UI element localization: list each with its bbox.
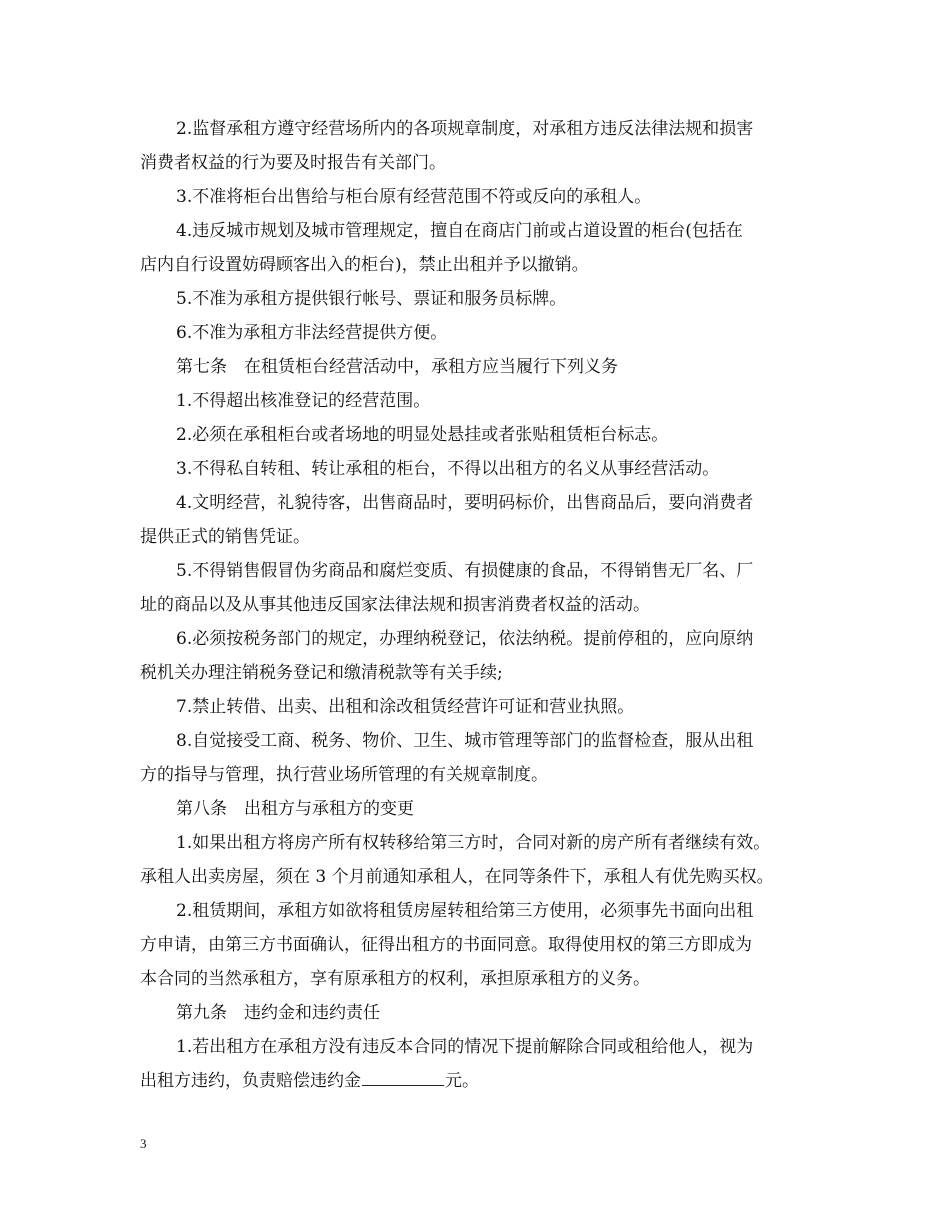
penalty-text: 出租方违约，负责赔偿违约金	[140, 1071, 361, 1091]
amount-blank-field	[362, 1067, 444, 1086]
text-line: 2.租赁期间，承租方如欲将租赁房屋转租给第三方使用，必须事先书面向出租	[176, 901, 754, 921]
text-line: 2.监督承租方遵守经营场所内的各项规章制度，对承租方违反法律法规和损害	[176, 119, 754, 139]
text-line: 3.不准将柜台出售给与柜台原有经营范围不符或反向的承租人。	[176, 187, 652, 207]
text-line: 第九条 违约金和违约责任	[176, 1003, 380, 1023]
text-line: 方申请，由第三方书面确认，征得出租方的书面同意。取得使用权的第三方即成为	[140, 935, 752, 955]
text-line: 方的指导与管理，执行营业场所管理的有关规章制度。	[140, 765, 548, 785]
text-line: 4.违反城市规划及城市管理规定，擅自在商店门前或占道设置的柜台(包括在	[176, 221, 743, 241]
text-line: 8.自觉接受工商、税务、物价、卫生、城市管理等部门的监督检查，服从出租	[176, 731, 754, 751]
text-line: 本合同的当然承租方，享有原承租方的权利，承担原承租方的义务。	[140, 969, 650, 989]
text-line: 第七条 在租赁柜台经营活动中，承租方应当履行下列义务	[176, 357, 618, 377]
text-line: 5.不得销售假冒伪劣商品和腐烂变质、有损健康的食品，不得销售无厂名、厂	[176, 561, 754, 581]
text-line: 1.如果出租方将房产所有权转移给第三方时，合同对新的房产所有者继续有效。	[176, 833, 771, 853]
text-line: 1.不得超出核准登记的经营范围。	[176, 391, 431, 411]
text-line: 7.禁止转借、出卖、出租和涂改租赁经营许可证和营业执照。	[176, 697, 635, 717]
text-line: 承租人出卖房屋，须在 3 个月前通知承租人，在同等条件下，承租人有优先购买权。	[140, 867, 774, 887]
text-line: 第八条 出租方与承租方的变更	[176, 799, 414, 819]
text-line-penalty	[140, 1064, 830, 1098]
text-line: 6.必须按税务部门的规定，办理纳税登记，依法纳税。提前停租的，应向原纳	[176, 629, 754, 649]
text-line: 提供正式的销售凭证。	[140, 527, 310, 547]
text-line: 店内自行设置妨碍顾客出入的柜台)，禁止出租并予以撤销。	[140, 255, 589, 275]
text-line: 4.文明经营，礼貌待客，出售商品时，要明码标价，出售商品后，要向消费者	[176, 493, 754, 513]
text-line: 3.不得私自转租、转让承租的柜台，不得以出租方的名义从事经营活动。	[176, 459, 720, 479]
penalty-unit: 元。	[445, 1071, 479, 1091]
text-line: 址的商品以及从事其他违反国家法律法规和损害消费者权益的活动。	[140, 595, 650, 615]
page-number: 3	[140, 1136, 147, 1151]
text-line: 税机关办理注销税务登记和缴清税款等有关手续;	[140, 663, 503, 683]
text-line: 1.若出租方在承租方没有违反本合同的情况下提前解除合同或租给他人，视为	[176, 1037, 754, 1057]
text-line: 2.必须在承租柜台或者场地的明显处悬挂或者张贴租赁柜台标志。	[176, 425, 669, 445]
text-line: 消费者权益的行为要及时报告有关部门。	[140, 153, 446, 173]
paragraph-lines	[140, 112, 830, 1064]
document-body	[140, 112, 830, 1098]
text-line: 5.不准为承租方提供银行帐号、票证和服务员标牌。	[176, 289, 567, 309]
text-line: 6.不准为承租方非法经营提供方便。	[176, 323, 448, 343]
